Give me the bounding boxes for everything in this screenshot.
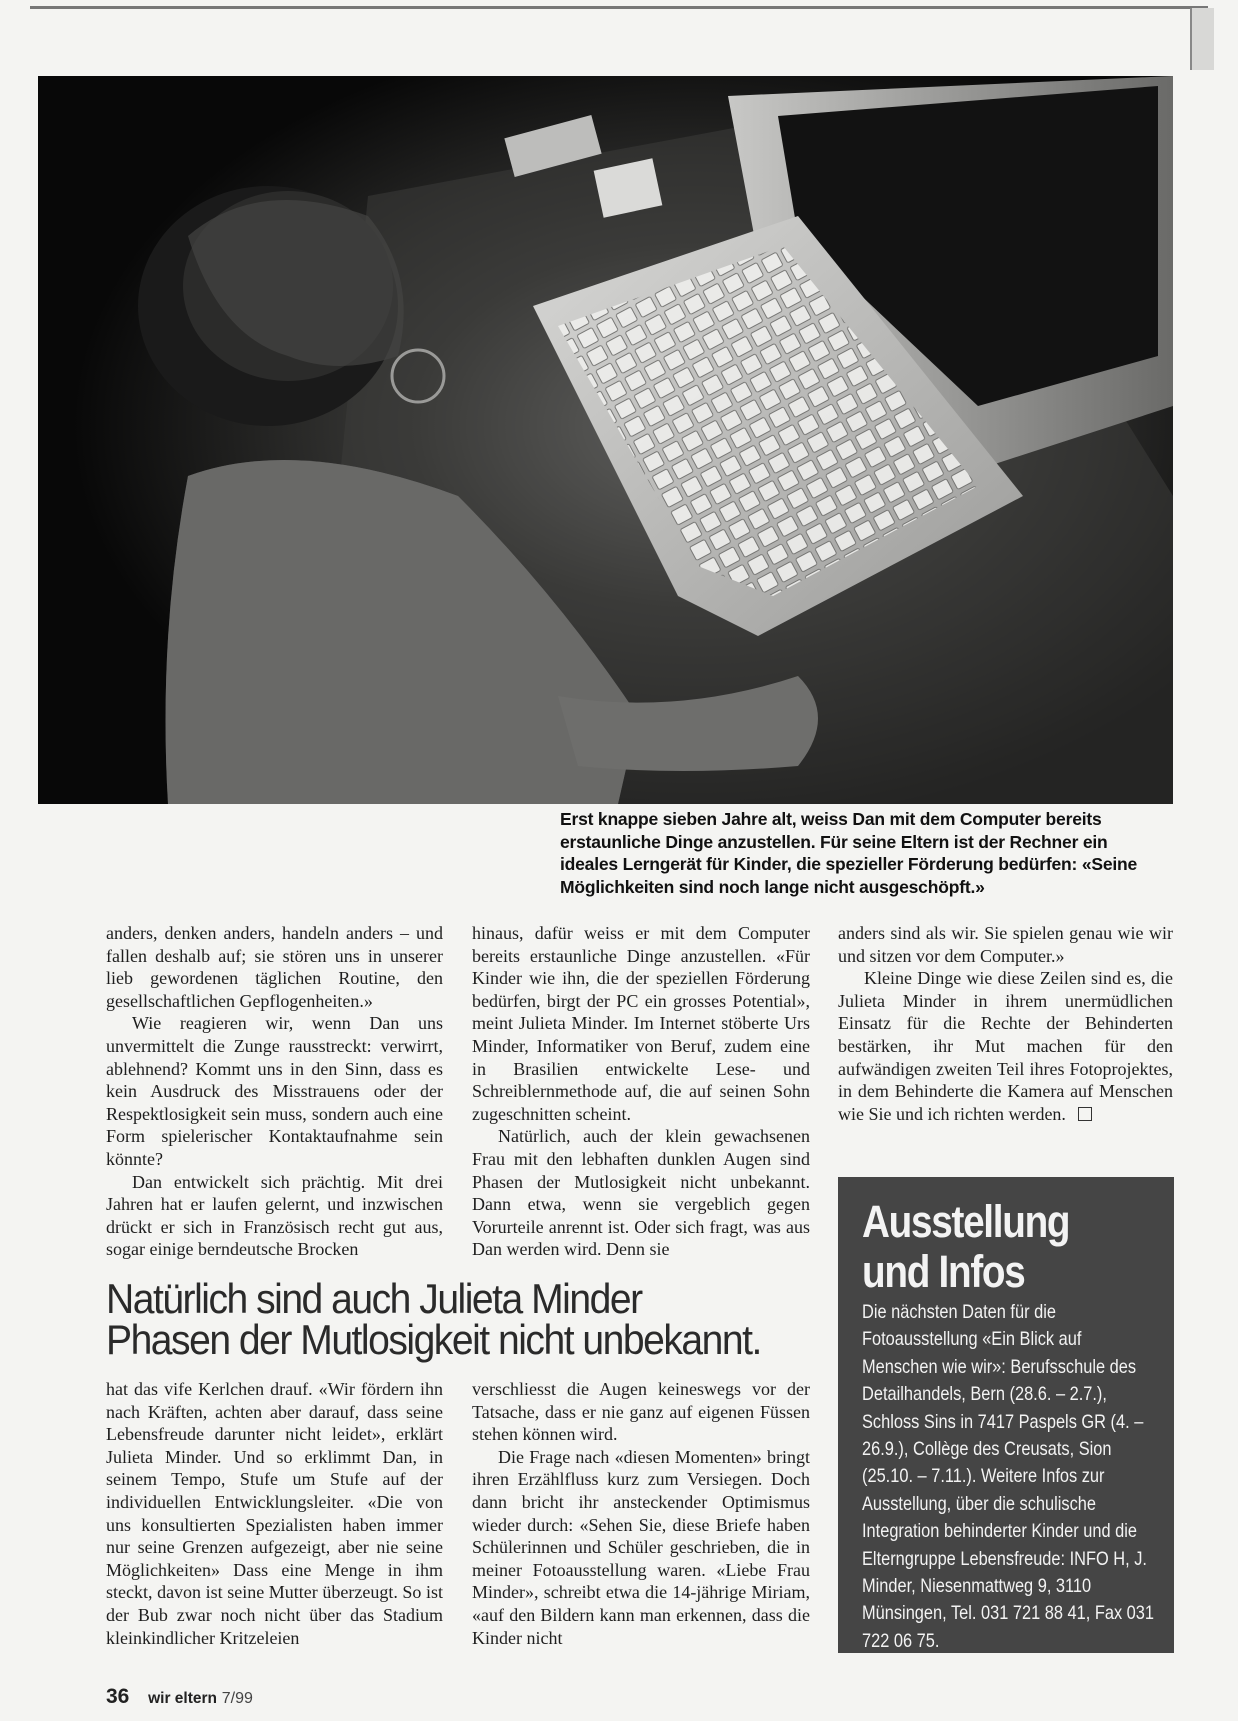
paragraph: Die Frage nach «diesen Momenten» bringt ihren Erzählfluss kurz zum Versiegen. Doch dann bricht ihr ansteckender Optimismus wieder durch: «Sehen Sie, diese Briefe haben Schülerinnen und Schüler geschrieben, die in meiner Fotoausstellung waren. «Liebe Frau Minder», schreibt etwa die 14-jährige Miriam, «auf den Bildern kann man erkennen, dass die Kinder nicht — [472, 1446, 810, 1648]
paragraph: hinaus, dafür weiss er mit dem Computer bereits erstaunliche Dinge anzustellen. «Für Kinder wie ihn, die der speziellen Förderung bedürfen, birgt der PC ein grosses Potential», meint Julieta Minder. Im Internet stöberte Urs Minder, Informatiker von Beruf, zudem eine in Brasilien entwickelte Lese- und Schreiblernmethode auf, die auf seinen Sohn zugeschnitten scheint. — [472, 923, 810, 1124]
paragraph: Natürlich, auch der klein gewachsenen Frau mit den lebhaften dunklen Augen sind Phasen der Mutlosigkeit nicht unbekannt. Dann etwa, wenn sie vergeblich gegen Vorurteile anrennt ist. Oder sich fragt, was aus Dan werden wird. Denn sie — [472, 1126, 810, 1260]
page-footer — [106, 1685, 253, 1709]
pull-quote — [106, 1275, 776, 1363]
photo-caption: Erst knappe sieben Jahre alt, weiss Dan mit dem Computer bereits erstaunliche Dinge anzustellen. Für seine Eltern ist der Rechner ein ideales Lerngerät für Kinder, die spezieller Förderung bedürfen: «Seine Möglichkeiten sind noch lange nicht ausgeschöpft.» — [560, 809, 1138, 897]
end-of-article-mark — [1078, 1107, 1092, 1121]
paragraph: Dan entwickelt sich prächtig. Mit drei Jahren hat er laufen gelernt, und inzwischen drückt er sich in Französisch recht gut aus, sogar einige berndeutsche Brocken — [106, 1171, 443, 1260]
issue-number: 7/99 — [221, 1690, 253, 1707]
article-column-2-top — [472, 922, 810, 1261]
pull-quote-line-1: Natürlich sind auch Julieta Minder — [106, 1275, 642, 1322]
article-column-1-top — [106, 922, 443, 1261]
article-column-3 — [838, 922, 1173, 1125]
info-box-text: Die nächsten Daten für die Fotoausstellung «Ein Blick auf Menschen wie wir»: Berufsschule des Detailhandels, Bern (28.6. – 2.7.), Schloss Sins in 7417 Paspels GR (4. – 26.9.), Collège des Creusats, Sion (25.10. – 7.11.). Weitere Infos zur Ausstellung, über die schulische Integration behinderter Kinder und die Elterngruppe Lebensfreude: INFO H, J. Minder, Niesenmattweg 9, 3110 Münsingen, Tel. 031 721 88 41, Fax 031 722 06 75. — [862, 1301, 1155, 1652]
page-number: 36 — [106, 1685, 130, 1708]
page-corner-edge — [1190, 8, 1214, 70]
info-box-title-line-2: und Infos — [862, 1246, 1025, 1297]
photo-boy-at-computer — [38, 76, 1173, 804]
info-box — [838, 1177, 1174, 1653]
paragraph: hat das vife Kerlchen drauf. «Wir fördern ihn nach Kräften, achten aber darauf, dass seine Lebensfreude darunter nicht leidet», erklärt Julieta Minder. Und so erklimmt Dan, in seinem Tempo, Stufe um Stufe auf der individuellen Entwicklungsleiter. «Die von uns konsultierten Spezialisten haben immer nur seine Grenzen aufgezeigt, aber nie seine Möglichkeiten» Dass eine Menge in ihm steckt, davon ist seine Mutter überzeugt. So ist der Bub zwar noch nicht über das Stadium kleinkindlicher Kritzeleien — [106, 1379, 443, 1648]
article-column-2-bottom — [472, 1378, 810, 1649]
magazine-name: wir eltern — [148, 1690, 218, 1707]
paragraph: anders sind als wir. Sie spielen genau wie wir und sitzen vor dem Computer.» — [838, 923, 1173, 966]
paragraph: verschliesst die Augen keineswegs vor der Tatsache, dass er nie ganz auf eigenen Füssen stehen können wird. — [472, 1379, 810, 1445]
info-box-title — [862, 1197, 1069, 1297]
page-top-rule — [30, 6, 1208, 9]
info-box-title-line-1: Ausstellung — [862, 1196, 1070, 1247]
paragraph: Wie reagieren wir, wenn Dan uns unvermittelt die Zunge rausstreckt: verwirrt, ablehnend? Kommt uns in den Sinn, dass es kein Ausdruck des Misstrauens oder der Respektlosigkeit sein muss, sondern auch eine Form spielerischer Kontaktaufnahme sein könnte? — [106, 1013, 443, 1169]
pull-quote-line-2: Phasen der Mutlosigkeit nicht unbekannt. — [106, 1316, 761, 1363]
article-photo — [38, 76, 1173, 804]
article-column-1-bottom — [106, 1378, 443, 1649]
paragraph: anders, denken anders, handeln anders – und fallen deshalb auf; sie stören uns in unserer lieb gewordenen täglichen Routine, den gesellschaftlichen Gepflogenheiten.» — [106, 923, 443, 1011]
paragraph-text: Kleine Dinge wie diese Zeilen sind es, die Julieta Minder in ihrem unermüdlichen Einsatz für die Rechte der Behinderten bestärken, ihr Mut machen für den aufwändigen zweiten Teil ihres Fotoprojektes, in dem Behinderte die Kamera auf Menschen wie Sie und ich richten werden. — [838, 968, 1173, 1124]
paragraph — [838, 967, 1173, 1125]
